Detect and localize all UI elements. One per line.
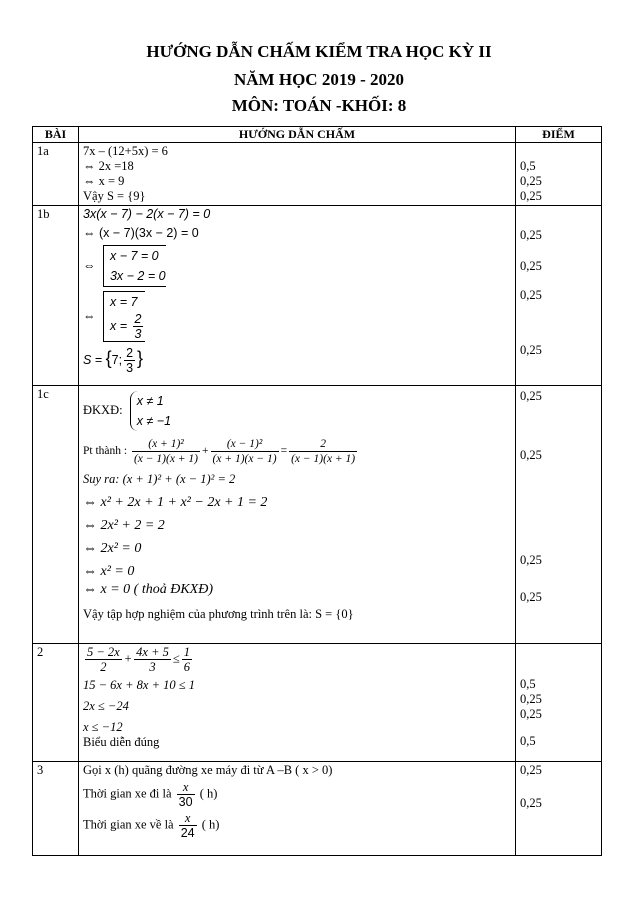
- table-header-row: [33, 127, 602, 143]
- numerator: x: [179, 811, 197, 826]
- score-cell: [516, 762, 602, 856]
- fraction: [182, 645, 192, 674]
- denominator: 6: [183, 660, 191, 674]
- denominator: (x − 1)(x + 1): [133, 453, 199, 465]
- answer-cell: ĐKXĐ: x ≠ 1 x ≠ −1 Pt thành : $\frac{\text{(x + 1)²}}{(x - 1)(x + 1)}$ + $\frac{\text{(x − 1)²}}{(x + 1)(x - 1)}$ = $\frac{2}{(x - 1)(x + 1)}$ Suy ra: (x + 1)² + (x − 1)² = 2 ⇔ x² + 2x + 1 + x² − 2x + 1 = 2 ⇔ 2x² + 2 = 2 ⇔ 2x² = 0 ⇔ x² = 0 ⇔ x = 0 ( thoả ĐKXĐ) Vậy tập hợp nghiệm của phương trình trên là: S = {0}: [79, 386, 516, 644]
- score-value: 0,25: [520, 174, 542, 188]
- numerator: (x − 1)²: [211, 437, 279, 452]
- answer-line: 3x(x − 7) − 2(x − 7) = 0: [83, 207, 211, 221]
- answer-line: 2x ≤ −24: [83, 699, 129, 713]
- answer-line: ⇔ x² + 2x + 1 + x² − 2x + 1 = 2: [83, 495, 268, 510]
- fraction: [211, 437, 279, 466]
- answer-cell: 3x(x − 7) − 2(x − 7) = 0 ⇔ (x − 7)(3x − 2) = 0 ⇔ x − 7 = 0 3x − 2 = 0 ⇔ x = 7 x = $\frac{2}{3}$ S = {7; $\frac{2}{3}$ }: [79, 206, 516, 386]
- fraction: [289, 437, 357, 466]
- score-cell: [516, 386, 602, 644]
- answer-line: Thời gian xe về là: [83, 817, 174, 832]
- numerator: (x + 1)²: [132, 437, 200, 452]
- header-bai: BÀI: [33, 127, 79, 143]
- numerator: 4x + 5: [136, 645, 169, 659]
- system-line: x =: [109, 318, 128, 333]
- bracket-system: [103, 291, 145, 342]
- score-value: 0,25: [520, 707, 542, 721]
- answer-line: x ≤ −12: [83, 720, 123, 734]
- score-value: 0,25: [520, 796, 542, 810]
- score-value: 0,25: [520, 692, 542, 706]
- answer-line: Thời gian xe đi là: [83, 786, 172, 801]
- equivalence-symbol: ⇔: [83, 258, 96, 273]
- score-value: 0,25: [520, 288, 542, 302]
- score-value: 0,25: [520, 259, 542, 273]
- fraction: [133, 312, 144, 341]
- row-label: 1a: [33, 143, 79, 206]
- row-label: 1b: [33, 206, 79, 386]
- row-label: 3: [33, 762, 79, 856]
- condition-system: [130, 391, 171, 431]
- answer-cell: [79, 143, 516, 206]
- equation-label: Pt thành :: [83, 445, 128, 458]
- unit-label: ( h): [199, 786, 218, 801]
- answer-line: ⇔ x = 0 ( thoả ĐKXĐ): [83, 582, 213, 597]
- denominator: 3: [149, 660, 156, 674]
- score-value: 0,5: [520, 159, 536, 173]
- header-huong-dan: HƯỚNG DẪN CHẤM: [79, 127, 516, 143]
- numerator: 5 − 2x: [87, 645, 120, 659]
- answer-line: 7x – (12+5x) = 6: [83, 144, 168, 158]
- table-row: [33, 143, 602, 206]
- numerator: 1: [183, 645, 191, 659]
- fraction: [179, 811, 197, 840]
- fraction: [85, 645, 122, 674]
- title-line-1: HƯỚNG DẪN CHẤM KIỂM TRA HỌC KỲ II: [146, 42, 492, 61]
- denominator: (x − 1)(x + 1): [291, 453, 356, 465]
- system-line: x = 7: [109, 295, 138, 309]
- condition-label: ĐKXĐ:: [83, 402, 123, 417]
- score-value: 0,25: [520, 189, 542, 203]
- answer-cell: [79, 762, 516, 856]
- answer-line: ⇔ x² = 0: [83, 564, 135, 579]
- denominator: 3: [134, 327, 142, 341]
- score-cell: [516, 644, 602, 762]
- fraction: [134, 645, 171, 674]
- denominator: 3: [126, 361, 134, 375]
- score-value: 0,25: [520, 763, 542, 777]
- numerator: 2: [126, 346, 134, 360]
- answer-line: ⇔ (x − 7)(3x − 2) = 0: [83, 226, 199, 240]
- grading-table: [32, 126, 602, 856]
- score-value: 0,25: [520, 228, 542, 242]
- score-value: 0,25: [520, 553, 542, 567]
- row-label: 2: [33, 644, 79, 762]
- score-cell: [516, 143, 602, 206]
- denominator: (x + 1)(x − 1): [212, 453, 277, 465]
- set-value: 7;: [111, 352, 123, 367]
- numerator: 2: [289, 437, 357, 452]
- denominator: 2: [100, 660, 107, 674]
- condition-line: x ≠ 1: [136, 394, 164, 408]
- condition-line: x ≠ −1: [136, 414, 172, 428]
- score-cell: [516, 206, 602, 386]
- fraction: [132, 437, 200, 466]
- score-value: 0,25: [520, 590, 542, 604]
- answer-line: Gọi x (h) quãng đường xe máy đi từ A –B ( x > 0): [83, 763, 333, 777]
- fraction: [177, 780, 195, 809]
- table-row: [33, 386, 602, 644]
- answer-line: ⇔ x = 9: [83, 174, 125, 188]
- denominator: 24: [180, 826, 195, 840]
- answer-line: ⇔ 2x² = 0: [83, 541, 142, 556]
- table-row: [33, 644, 602, 762]
- numerator: x: [177, 780, 195, 795]
- score-value: 0,25: [520, 343, 542, 357]
- row-label: 1c: [33, 386, 79, 644]
- header-diem: ĐIỂM: [516, 127, 602, 143]
- conclusion-line: Vậy tập hợp nghiệm của phương trình trên là: S = {0}: [83, 607, 354, 621]
- numerator: 2: [134, 312, 142, 326]
- title-line-2: NĂM HỌC 2019 - 2020: [234, 70, 404, 89]
- system-line: x − 7 = 0: [109, 249, 159, 263]
- score-value: 0,25: [520, 389, 542, 403]
- answer-line: Vậy S = {9}: [83, 189, 146, 203]
- answer-line: 15 − 6x + 8x + 10 ≤ 1: [83, 678, 196, 692]
- answer-line: Biểu diễn đúng: [83, 735, 160, 749]
- table-row: [33, 762, 602, 856]
- score-value: 0,5: [520, 677, 536, 691]
- answer-line: ⇔ 2x =18: [83, 159, 134, 173]
- answer-cell: $\frac{5 - 2x}{2}$ + $\frac{4x + 5}{3}$ ≤ $\frac{1}{6}$ 15 − 6x + 8x + 10 ≤ 1 2x ≤ −24 x ≤ −12 Biểu diễn đúng: [79, 644, 516, 762]
- title-line-3: MÔN: TOÁN -KHỐI: 8: [231, 96, 407, 115]
- set-label: S =: [83, 352, 103, 367]
- equivalence-symbol: ⇔: [83, 308, 96, 323]
- table-row: [33, 206, 602, 386]
- system-line: 3x − 2 = 0: [109, 269, 166, 283]
- answer-line: Suy ra: (x + 1)² + (x − 1)² = 2: [83, 472, 236, 486]
- bracket-system: [103, 245, 166, 287]
- unit-label: ( h): [201, 817, 220, 832]
- denominator: 30: [178, 795, 193, 809]
- answer-line: ⇔ 2x² + 2 = 2: [83, 518, 165, 533]
- score-value: 0,25: [520, 448, 542, 462]
- fraction: [124, 346, 135, 375]
- score-value: 0,5: [520, 734, 536, 748]
